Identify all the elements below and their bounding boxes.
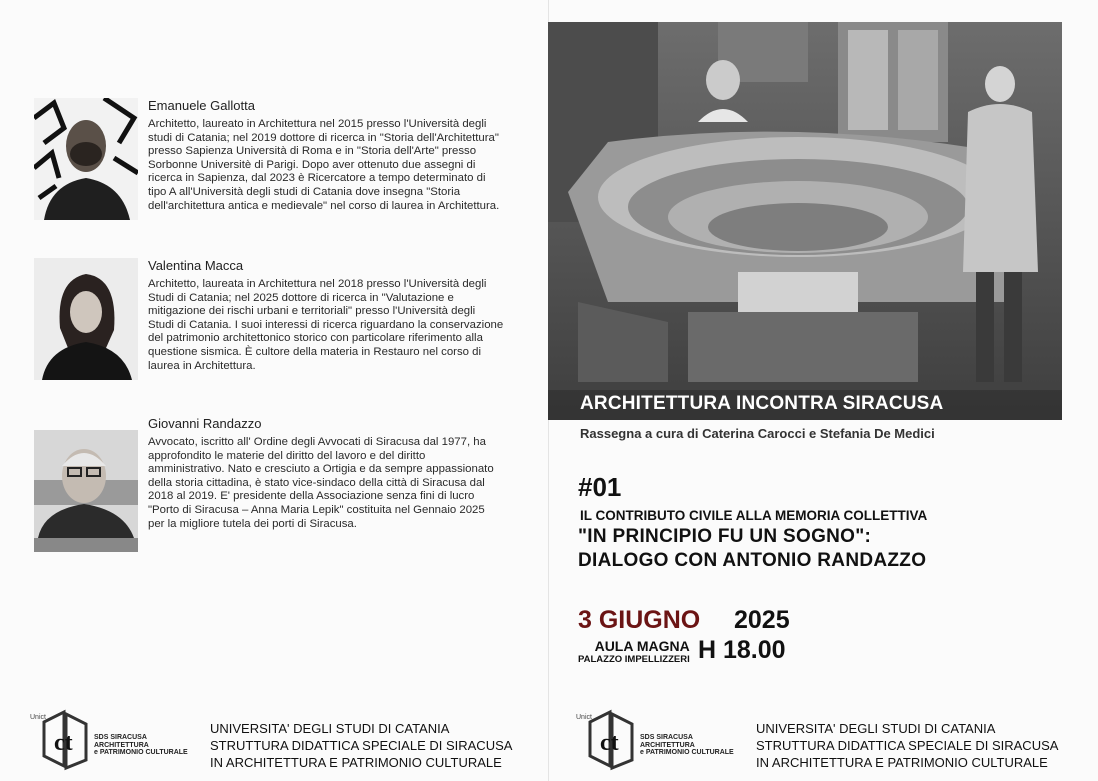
footer-left — [30, 708, 530, 772]
sds-line: SDS SIRACUSA — [94, 734, 147, 741]
institution — [756, 720, 1058, 771]
portrait-photo — [34, 430, 138, 552]
inst-line: UNIVERSITA' DEGLI STUDI DI CATANIA — [756, 721, 996, 736]
svg-text:ct: ct — [600, 730, 619, 756]
speaker-bio: Avvocato, iscritto all' Ordine degli Avvocati di Siracusa dal 1977, ha approfondito le materie del diritto del lavoro e del diritto amministrativo. Nato e cresciuto a Ortigia e da sempre appassionato della storia cittadina, è stato vice-sindaco della città di Siracusa dal 2018 al 2019. E' presidente della Associazione senza fini di lucro "Porto di Siracusa – Anna Maria Lepik" costituita nel Gennaio 2025 per la migliore tutela dei porti di Siracusa. — [148, 436, 494, 530]
inst-line: STRUTTURA DIDATTICA SPECIALE DI SIRACUSA — [756, 738, 1059, 753]
venue-name: AULA MAGNA — [594, 638, 690, 654]
inst-line: UNIVERSITA' DEGLI STUDI DI CATANIA — [210, 721, 450, 736]
event-title-line2: "IN PRINCIPIO FU UN SOGNO": — [578, 526, 872, 547]
event-number: #01 — [578, 472, 622, 502]
series-title: ARCHITETTURA INCONTRA SIRACUSA — [580, 393, 944, 414]
speaker-name: Emanuele Gallotta — [148, 98, 255, 113]
sds-line: ARCHITETTURA — [640, 741, 695, 749]
event-year: 2025 — [734, 606, 790, 634]
sds-line: SDS SIRACUSA — [640, 734, 693, 741]
sds-line: e PATRIMONIO CULTURALE — [640, 749, 734, 756]
speaker-name: Giovanni Randazzo — [148, 416, 262, 431]
speaker-name: Valentina Macca — [148, 258, 244, 273]
portrait-photo — [34, 258, 138, 380]
unict-label: Unict — [30, 714, 46, 721]
inst-line: STRUTTURA DIDATTICA SPECIALE DI SIRACUSA — [210, 738, 513, 753]
inst-line: IN ARCHITETTURA E PATRIMONIO CULTURALE — [210, 755, 502, 770]
series-title-bar — [548, 390, 1062, 420]
poster-photo — [548, 22, 1062, 420]
svg-text:ct: ct — [54, 730, 73, 756]
speaker-bio: Architetto, laureato in Architettura nel 2015 presso l'Università degli studi di Catania; nel 2019 dottore di ricerca in "Storia dell'Architettura" presso Sapienza Università di Roma e in "Storia dell'Arte" presso Sorbonne Universitè di Parigi. Dopo aver ottenuto due assegni di ricerca in Sapienza, dal 2023 è Ricercatore a tempo determinato di tipo A all'Università degli studi di Catania dove insegna "Storia dell'architettura antica e medievale" nel corso di laurea in Architettura. — [148, 118, 500, 212]
sds-label — [640, 734, 734, 757]
portrait-photo — [34, 98, 138, 220]
sds-label — [94, 734, 188, 757]
inst-line: IN ARCHITETTURA E PATRIMONIO CULTURALE — [756, 755, 1048, 770]
institution — [210, 720, 512, 771]
curators: Rassegna a cura di Caterina Carocci e Stefania De Medici — [580, 426, 935, 441]
event-title-line3: DIALOGO CON ANTONIO RANDAZZO — [578, 550, 927, 571]
speaker-bio: Architetto, laureata in Architettura nel 2018 presso l'Università degli Studi di Catania; nel 2025 dottore di ricerca in "Valutazione e mitigazione dei rischi urbani e territoriali" presso l'Università degli Studi di Catania. I suoi interessi di ricerca riguardano la conservazione del patrimonio architettonico storico con particolare riferimento alla questione sismica. È cultore della materia in Restauro nel corso di laurea in Architettura. — [148, 278, 504, 372]
event-title-line1: IL CONTRIBUTO CIVILE ALLA MEMORIA COLLETTIVA — [580, 508, 928, 523]
footer-right — [576, 708, 1076, 772]
event-venue — [578, 640, 690, 666]
event-time: H 18.00 — [698, 636, 786, 664]
sds-line: e PATRIMONIO CULTURALE — [94, 749, 188, 756]
venue-sub: PALAZZO IMPELLIZZERI — [578, 654, 690, 665]
unict-label: Unict — [576, 714, 592, 721]
sds-line: ARCHITETTURA — [94, 741, 149, 749]
event-date: 3 GIUGNO — [578, 606, 701, 634]
